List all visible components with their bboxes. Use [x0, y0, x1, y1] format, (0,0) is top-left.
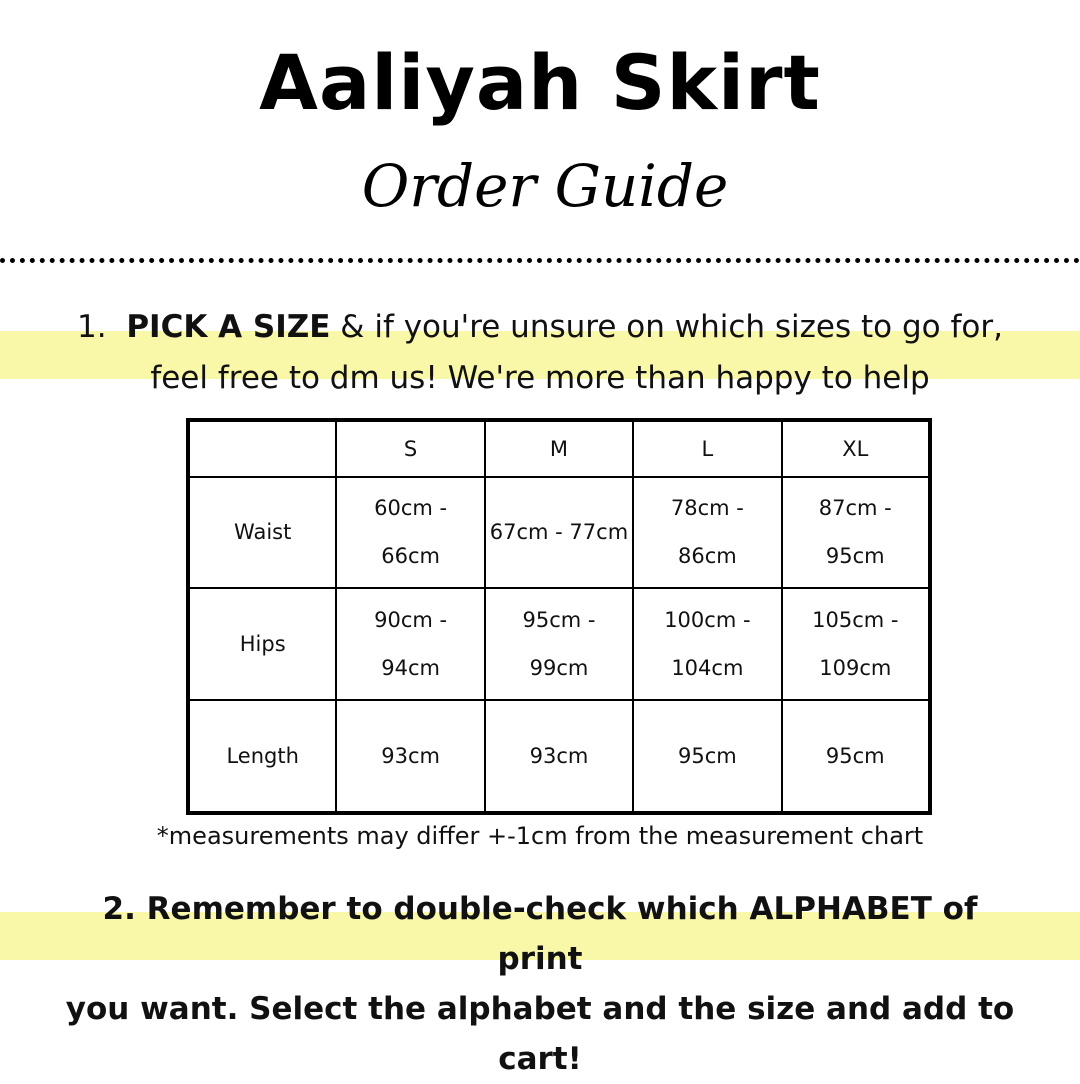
step1-rest-line1: & if you're unsure on which sizes to go for, — [330, 309, 1003, 345]
cell-line: 78cm - — [670, 496, 744, 521]
table-row — [188, 477, 930, 588]
table-header-row — [188, 420, 930, 477]
step1-instructions — [30, 302, 1050, 404]
table-cell — [485, 588, 633, 699]
table-row — [188, 700, 930, 813]
table-cell — [336, 477, 484, 588]
cell-line: 67cm - 77cm — [489, 520, 629, 545]
table-cell — [633, 588, 781, 699]
cell-line: 87cm - — [818, 496, 892, 521]
table-cell — [336, 700, 484, 813]
cell-line: 60cm - — [374, 496, 448, 521]
table-cell — [633, 700, 781, 813]
dotted-divider — [0, 258, 1080, 263]
row-label: Length — [188, 700, 336, 813]
page-title: Aaliyah Skirt — [259, 38, 821, 127]
table-cell — [336, 588, 484, 699]
step2-line2: you want. Select the alphabet and the size and add to — [65, 991, 1015, 1027]
step1-line1 — [30, 302, 1050, 353]
cell-line: 105cm - — [812, 607, 899, 632]
page-subtitle: Order Guide — [361, 152, 729, 220]
table-header-cell: S — [336, 420, 484, 477]
cell-line: 109cm — [819, 655, 892, 680]
cell-line: 95cm — [825, 544, 885, 569]
cell-line: 95cm - — [522, 607, 596, 632]
cell-line: 93cm — [381, 743, 440, 768]
table-header-cell: L — [633, 420, 781, 477]
step2-line3: cart! — [498, 1041, 582, 1077]
cell-line: 66cm — [381, 544, 440, 569]
table-header-cell: XL — [782, 420, 930, 477]
cell-line: 95cm — [825, 743, 885, 768]
table-row — [188, 588, 930, 699]
table-cell — [485, 700, 633, 813]
cell-line: 90cm - — [374, 607, 448, 632]
table-header-corner — [188, 420, 336, 477]
step2-instructions — [60, 884, 1020, 1084]
table-cell — [782, 588, 930, 699]
table-cell — [633, 477, 781, 588]
step1-number: 1. — [77, 309, 107, 345]
cell-line: 86cm — [678, 544, 737, 569]
row-label: Hips — [188, 588, 336, 699]
table-cell — [782, 700, 930, 813]
cell-line: 95cm — [678, 743, 737, 768]
table-header-cell: M — [485, 420, 633, 477]
step1-line2: feel free to dm us! We're more than happy to help — [150, 360, 930, 396]
cell-line: 93cm — [529, 743, 589, 768]
table-cell — [485, 477, 633, 588]
row-label: Waist — [188, 477, 336, 588]
cell-line: 104cm — [671, 655, 744, 680]
cell-line: 100cm - — [664, 607, 751, 632]
cell-line: 99cm — [529, 655, 589, 680]
step2-line1: 2. Remember to double-check which ALPHABET of print — [102, 891, 978, 977]
size-chart-table — [186, 418, 932, 815]
measurement-note: *measurements may differ +-1cm from the measurement chart — [156, 822, 924, 850]
cell-line: 94cm — [381, 655, 440, 680]
step1-bold-text: PICK A SIZE — [126, 309, 331, 345]
table-cell — [782, 477, 930, 588]
